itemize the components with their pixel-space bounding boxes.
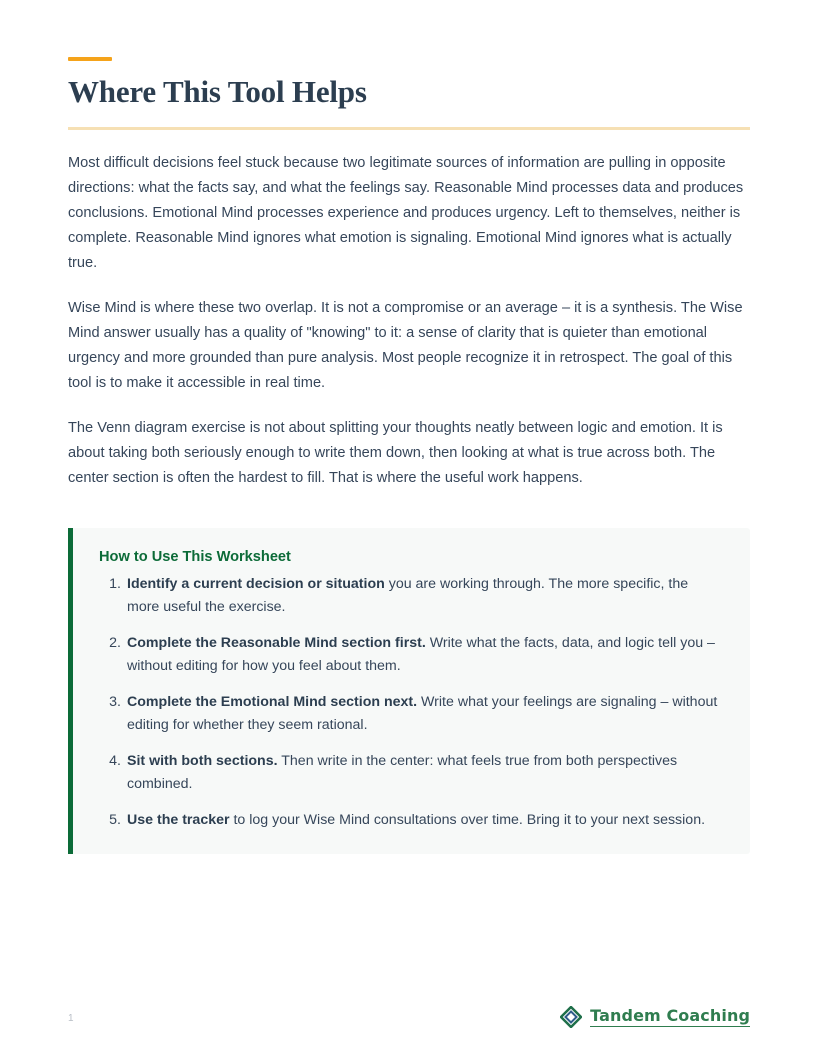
brand-logo-text: Tandem Coaching <box>590 1007 750 1027</box>
intro-paragraph-3: The Venn diagram exercise is not about splitting your thoughts neatly between logic and emotion. It is about taking both seriously enough to write them down, then looking at what is true across both. The center section is often the hardest to fill. That is where the useful work happens. <box>68 419 723 486</box>
step-lead: Use the tracker <box>127 812 230 829</box>
title-divider <box>68 127 750 130</box>
step-rest: Write what your feelings are signaling – without editing for whether they seem rational. <box>127 694 718 733</box>
page-title: Where This Tool Helps <box>68 74 367 109</box>
page-footer <box>0 996 816 1056</box>
title-accent-bar <box>68 57 112 61</box>
step-rest: Write what the facts, data, and logic tell you – without editing for how you feel about them. <box>127 635 715 674</box>
callout-step-list <box>99 573 724 832</box>
diamond-logo-icon <box>560 1006 582 1028</box>
callout-title: How to Use This Worksheet <box>99 548 291 565</box>
list-item <box>125 632 724 677</box>
list-item <box>125 809 724 832</box>
step-rest: you are working through. The more specific, the more useful the exercise. <box>127 576 689 615</box>
step-rest: to log your Wise Mind consultations over time. Bring it to your next session. <box>229 812 706 829</box>
how-to-use-callout <box>68 528 750 854</box>
brand-logo <box>560 1006 750 1028</box>
page-content <box>68 0 750 854</box>
list-item <box>125 691 724 736</box>
step-lead: Complete the Reasonable Mind section first. <box>127 635 426 652</box>
intro-paragraph-2: Wise Mind is where these two overlap. It is not a compromise or an average – it is a synthesis. The Wise Mind answer usually has a quality of "knowing" to it: a sense of clarity that is quieter than emotional urgency and more grounded than pure analysis. Most people recognize it in retrospect. The goal of this tool is to make it accessible in real time. <box>68 299 743 391</box>
step-lead: Sit with both sections. <box>127 753 278 770</box>
step-lead: Complete the Emotional Mind section next. <box>127 694 418 711</box>
step-rest: Then write in the center: what feels true from both perspectives combined. <box>127 753 678 792</box>
page-number: 1 <box>68 1013 74 1024</box>
list-item <box>125 750 724 795</box>
step-lead: Identify a current decision or situation <box>127 576 385 593</box>
intro-paragraph-1: Most difficult decisions feel stuck because two legitimate sources of information are pulling in opposite directions: what the facts say, and what the feelings say. Reasonable Mind processes data and produces conclusions. Emotional Mind processes experience and produces urgency. Left to themselves, neither is complete. Reasonable Mind ignores what emotion is signaling. Emotional Mind ignores what is actually true. <box>68 154 744 271</box>
list-item <box>125 573 724 618</box>
